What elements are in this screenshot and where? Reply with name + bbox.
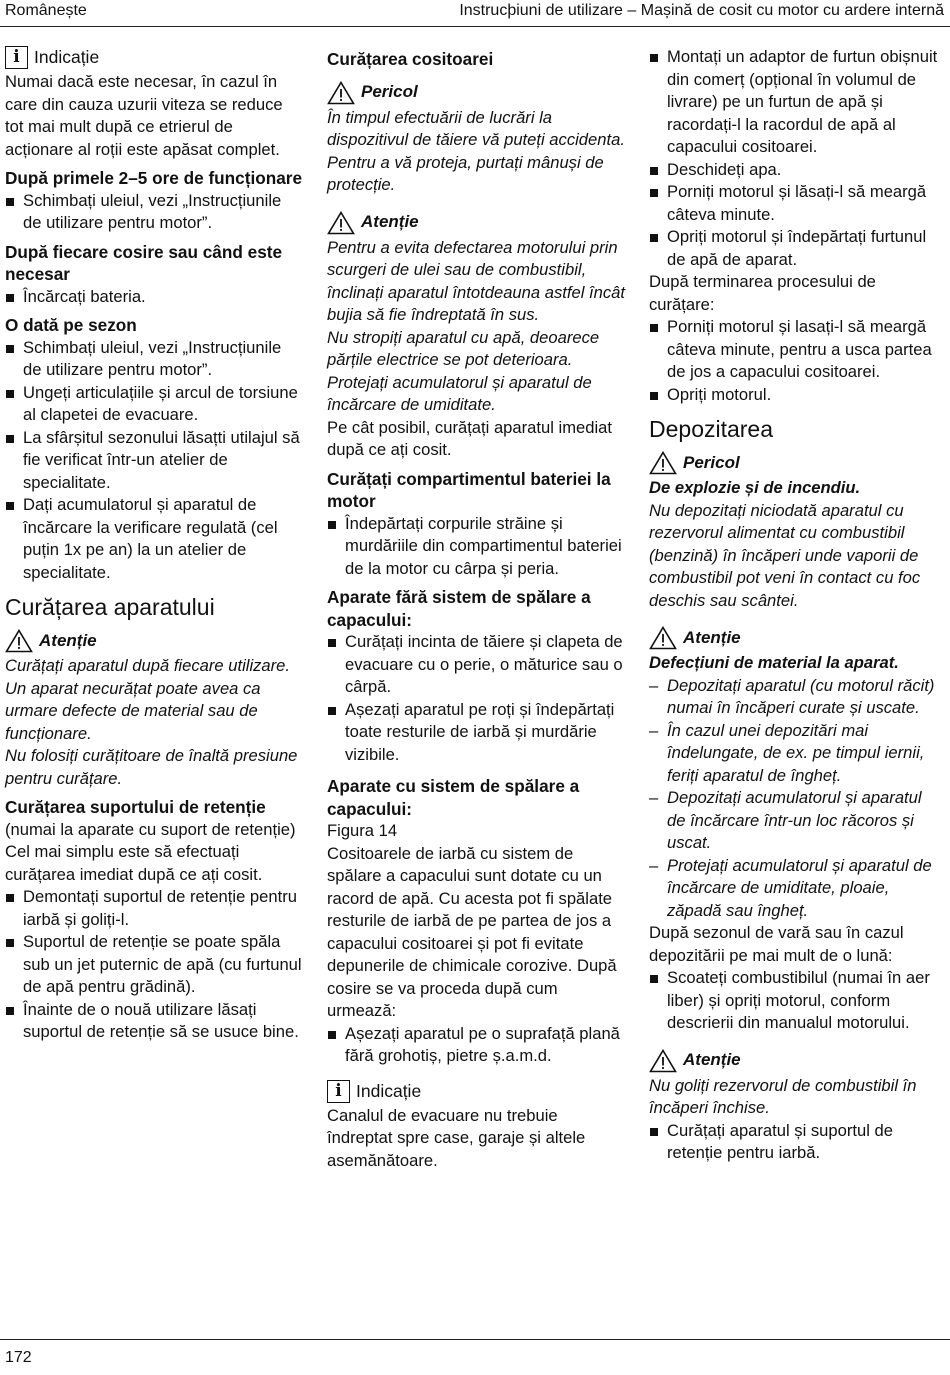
list-item: Opriți motorul și îndepărtați furtunul de apă de aparat. <box>649 226 944 271</box>
info-notice-text: Numai dacă este necesar, în cazul în care din cauza uzurii viteza se reduce tot mai mult după ce etrierul de acționare al roții este apăsat complet. <box>5 72 283 159</box>
attention-text: Pentru a evita defectarea motorului prin scurgeri de ulei sau de combustibil, înclinați aparatul întotdeauna astfel încât bujia să fie îndreptată în sus. <box>327 237 625 324</box>
danger-title: Pericol <box>361 82 418 102</box>
list-item: Schimbați uleiul, vezi „Instrucțiunile de utilizare pentru motor”. <box>5 337 303 382</box>
warning-icon <box>5 629 33 653</box>
danger-title: Pericol <box>683 452 740 472</box>
info-icon: i <box>5 46 28 69</box>
danger-text: Nu depozitați niciodată aparatul cu rezervorul alimentat cu combustibil (benzină) în încăperi unde vaporii de combustibil pot veni în contact cu foc deschis sau scântei. <box>649 500 921 610</box>
list-item: Înainte de o nouă utilizare lăsați suportul de retenție să se usuce bine. <box>5 999 303 1044</box>
warning-icon <box>649 1049 677 1073</box>
attention-title: Atenție <box>683 1050 741 1070</box>
section-heading-mower-cleaning: Curățarea cositoarei <box>327 49 494 69</box>
section-heading-no-wash: Aparate fără sistem de spălare a capacului: <box>327 587 591 630</box>
battery-list <box>327 513 625 581</box>
figure-reference: Figura 14 <box>327 821 398 840</box>
column-3 <box>649 46 944 1165</box>
section-heading-holder: Curățarea suportului de retenție <box>5 797 266 817</box>
section-heading-first-hours: După primele 2–5 ore de funcționare <box>5 168 303 188</box>
attention-title: Atenție <box>39 630 97 650</box>
list-item: Îndepărtați corpurile străine și murdăriile din compartimentul bateriei de la motor cu cârpa și peria. <box>327 513 625 581</box>
first-hours-list <box>5 190 303 235</box>
info-notice-heading <box>5 46 303 69</box>
section-heading-once-season: O dată pe sezon <box>5 315 137 335</box>
list-item: Demontați suportul de retenție pentru iarbă și goliți-l. <box>5 886 303 931</box>
storage-dash-list <box>649 675 944 923</box>
warning-icon <box>327 211 355 235</box>
list-item: Așezați aparatul pe o suprafață plană fără grohotiș, pietre ș.a.m.d. <box>327 1023 625 1068</box>
list-item: – Depozitați acumulatorul și aparatul de încărcare într-un loc răcoros și uscat. <box>649 787 944 855</box>
season-list <box>5 337 303 585</box>
list-item: – Protejați acumulatorul și aparatul de încărcare de umiditate, ploaie, zăpadă sau îngheț. <box>649 855 944 923</box>
final-list <box>649 1120 944 1165</box>
list-item: Deschideți apa. <box>649 159 944 182</box>
info-notice-title: Indicație <box>356 1080 422 1101</box>
danger-heading <box>649 451 944 475</box>
danger-text: În timpul efectuării de lucrări la dispozitivul de tăiere vă puteți accidenta. Pentru a vă proteja, purtați mânuși de protecție. <box>327 107 625 194</box>
attention-text: Nu stropiți aparatul cu apă, deoarece părțile electrice se pot deterioara. <box>327 327 600 369</box>
danger-heading <box>327 81 625 105</box>
list-item: Curățați incinta de tăiere și clapeta de evacuare cu o perie, o măturice sau o cârpă. <box>327 631 625 699</box>
attention-text: Nu folosiți curățitoare de înaltă presiune pentru curățare. <box>5 746 298 788</box>
section-title-storage: Depozitarea <box>649 416 774 442</box>
list-item: Porniți motorul și lasați-l să meargă câteva minute, pentru a usca partea de jos a capacului cositoarei. <box>649 316 944 384</box>
list-item: Dați acumulatorul și aparatul de încărcare la verificare regulată (cel puțin 1x pe an) la un atelier de specialitate. <box>5 494 303 584</box>
attention-heading <box>5 629 303 653</box>
after-each-list <box>5 286 303 309</box>
column-2 <box>327 46 625 1172</box>
header-document-title: Instrucþiuni de utilizare – Mașină de cosit cu motor cu ardere internă <box>459 2 944 19</box>
section-title-cleaning: Curățarea aparatului <box>5 594 215 620</box>
with-wash-text: Cositoarele de iarbă cu sistem de spălare a capacului sunt dotate cu un racord de apă. Cu acesta pot fi spălate resturile de iarbă de pe partea de jos a capacului cositoarei și pot fi evitate depunerile de chimicale corozive. După cosire se va proceda după cum urmează: <box>327 843 617 1020</box>
info-notice-title: Indicație <box>34 47 100 68</box>
warning-icon <box>327 81 355 105</box>
section-heading-battery: Curățați compartimentul bateriei la motor <box>327 468 611 511</box>
danger-subtitle: De explozie și de incendiu. <box>649 478 861 497</box>
list-item: Suportul de retenție se poate spăla sub un jet puternic de apă (cu furtunul de apă pentru grădină). <box>5 931 303 999</box>
holder-text: Cel mai simplu este să efectuați curățarea imediat după ce ați cosit. <box>5 842 263 884</box>
holder-note: (numai la aparate cu suport de retenție) <box>5 819 296 839</box>
attention-heading <box>327 211 625 235</box>
plain-text: Pe cât posibil, curățați aparatul imediat după ce ați cosit. <box>327 417 613 459</box>
attention-text: Curățați aparatul după fiecare utilizare. Un aparat necurățat poate avea ca urmare defecte de material sau de funcționare. <box>5 656 291 743</box>
list-item: Scoateți combustibilul (numai în aer liber) și opriți motorul, conform descrierii din manualul motorului. <box>649 967 944 1035</box>
after-cleaning-list <box>649 316 944 406</box>
list-item: Montați un adaptor de furtun obișnuit din comerț (opțional în volumul de livrare) pe un furtun de apă și racordați-l la racordul de apă al capacului cositoarei. <box>649 46 944 159</box>
wash-steps-list <box>649 46 944 271</box>
info-notice-text: Canalul de evacuare nu trebuie îndreptat spre case, garaje și altele asemănătoare. <box>327 1105 586 1170</box>
list-item: Curățați aparatul și suportul de retenție pentru iarbă. <box>649 1120 944 1165</box>
section-heading-with-wash: Aparate cu sistem de spălare a capacului: <box>327 776 580 819</box>
section-heading-after-each: După fiecare cosire sau când este necesar <box>5 241 283 284</box>
holder-list <box>5 886 303 1044</box>
header-language: Românește <box>5 2 87 19</box>
after-season-list <box>649 967 944 1035</box>
list-item: Ungeți articulațiile și arcul de torsiune al clapetei de evacuare. <box>5 382 303 427</box>
column-1 <box>5 46 303 1044</box>
info-notice-heading <box>327 1080 625 1103</box>
warning-icon <box>649 451 677 475</box>
list-item: La sfârșitul sezonului lăsațti utilajul să fie verificat într-un atelier de specialitate. <box>5 427 303 495</box>
attention-text: Protejați acumulatorul și aparatul de încărcare de umiditate. <box>327 372 592 414</box>
list-item: Porniți motorul și lăsați-l să meargă câteva minute. <box>649 181 944 226</box>
page-number: 172 <box>5 1349 32 1366</box>
attention-heading <box>649 1049 944 1073</box>
attention-title: Atenție <box>683 627 741 647</box>
list-item: – În cazul unei depozitări mai îndelungate, de ex. pe timpul iernii, feriți aparatul de îngheț. <box>649 720 944 788</box>
attention-subtitle: Defecțiuni de material la aparat. <box>649 653 899 672</box>
list-item: Așezați aparatul pe roți și îndepărtați toate resturile de iarbă și murdărie vizibile. <box>327 699 625 767</box>
list-item: – Depozitați aparatul (cu motorul răcit) numai în încăperi curate și uscate. <box>649 675 944 720</box>
info-icon: i <box>327 1080 350 1103</box>
list-item: Schimbați uleiul, vezi „Instrucțiunile de utilizare pentru motor”. <box>5 190 303 235</box>
attention-heading <box>649 626 944 650</box>
list-item: Încărcați bateria. <box>5 286 303 309</box>
with-wash-list <box>327 1023 625 1068</box>
attention-title: Atenție <box>361 212 419 232</box>
after-season-text: După sezonul de vară sau în cazul depozitării pe mai mult de o lună: <box>649 923 904 965</box>
after-cleaning-text: După terminarea procesului de curățare: <box>649 272 876 314</box>
attention-text: Nu goliți rezervorul de combustibil în încăperi închise. <box>649 1075 917 1117</box>
no-wash-list <box>327 631 625 766</box>
warning-icon <box>649 626 677 650</box>
footer-divider <box>0 1339 950 1340</box>
list-item: Opriți motorul. <box>649 384 944 407</box>
header-divider <box>0 26 950 27</box>
